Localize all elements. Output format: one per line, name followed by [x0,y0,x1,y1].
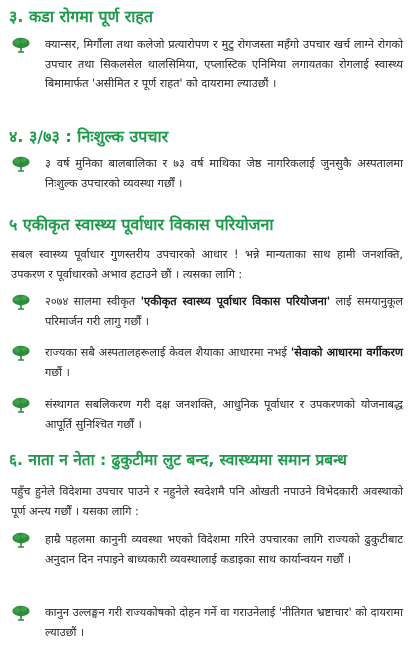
section-intro: सबल स्वास्थ्य पूर्वाधार गुणस्तरीय उपचारको आधार ! भन्ने मान्यताका साथ हामी जनशक्ति, उपकरण र पूर्वाधारको अभाव हटाउने छौं । त्यसका लागि : [11,248,403,281]
emphasis-text: 'सेवाको आधारमा वर्गीकरण [290,346,403,359]
section-intro: पहुँच हुनेले विदेशमा उपचार पाउने र नहुनेले स्वदेशमै पनि ओखती नपाउने विभेदकारी अवस्थाको पूर्ण अन्त्य गर्छौं । यसका लागि : [11,485,403,518]
list-item-text [45,343,403,382]
list-item-text: हाम्रै पहलमा कानुनी व्यवस्था भएको विदेशमा गरिने उपचारका लागि राज्यको ढुकुटीबाट अनुदान दिन नपाइने बाध्यकारी व्यवस्थालाई कडाइका साथ कार्यान्वयन गर्छौं । [45,533,403,566]
list-item-text [45,395,403,434]
text-segment: राज्यका सबै अस्पतालहरूलाई केवल शैयाका आधारमा नभई [45,346,291,359]
list-item-text: कानुन उल्लङ्घन गरी राज्यकोषको दोहन गर्ने वा गराउनेलाई 'नीतिगत भ्रष्टाचार' को दायरामा ल्याउछौं । [45,606,403,639]
text-segment: संस्थागत सबलिकरण गरी दक्ष जनशक्ति, आधुनिक पूर्वाधार र उपकरणको योजनाबद्ध आपूर्ति सुनिश्चित गर्छौं । [45,398,403,431]
list-item [11,35,403,94]
text-segment: लाई समयानुकूल परिमार्जन गरी लागु गर्छौं । [45,295,403,328]
list-item-text [45,292,403,331]
list-item-text: क्यान्सर, मिर्गौला तथा कलेजो प्रत्यारोपण र मुटु रोगजस्ता महँगो उपचार खर्च लाग्ने रोगको उपचार तथा सिकलसेल थालसिमिया, एप्लास्टिक एनिमिया लगायतका रोगलाई स्वास्थ्य बिमामार्फत 'असीमित र पूर्ण राहत' को दायरामा ल्याउछौं । [45,38,403,90]
tree-icon [11,345,31,361]
tree-icon [11,294,31,310]
list-item-text: ३ वर्ष मुनिका बालबालिका र ७३ वर्ष माथिका जेष्ठ नागरिकलाई जुनसुकै अस्पतालमा निःशुल्क उपचारको व्यवस्था गर्छौं । [45,157,403,190]
tree-icon [11,605,31,621]
tree-icon [11,156,31,172]
list-item [11,292,403,331]
list-item [11,343,403,382]
tree-icon [11,37,31,53]
tree-icon [11,532,31,548]
section-heading-6: ६. नाता न नेता : ढुकुटीमा लुट बन्द, स्वास्थ्यमा समान प्रबन्ध [9,451,347,469]
list-item [11,154,403,193]
emphasis-text: 'एकीकृत स्वास्थ्य पूर्वाधार विकास परियोजना' [140,295,331,308]
section-heading-4: ४. ३/७३ : निःशुल्क उपचार [9,127,169,146]
list-item [11,603,403,642]
text-segment: २०७४ सालमा स्वीकृत [45,295,141,308]
section-heading-3: ३. कडा रोगमा पूर्ण राहत [9,7,154,26]
section-heading-5: ५ एकीकृत स्वास्थ्य पूर्वाधार विकास परियोजना [9,215,274,234]
list-item [11,530,403,569]
list-item [11,395,403,434]
text-segment: गर्छौ । [45,365,70,379]
tree-icon [11,397,31,413]
